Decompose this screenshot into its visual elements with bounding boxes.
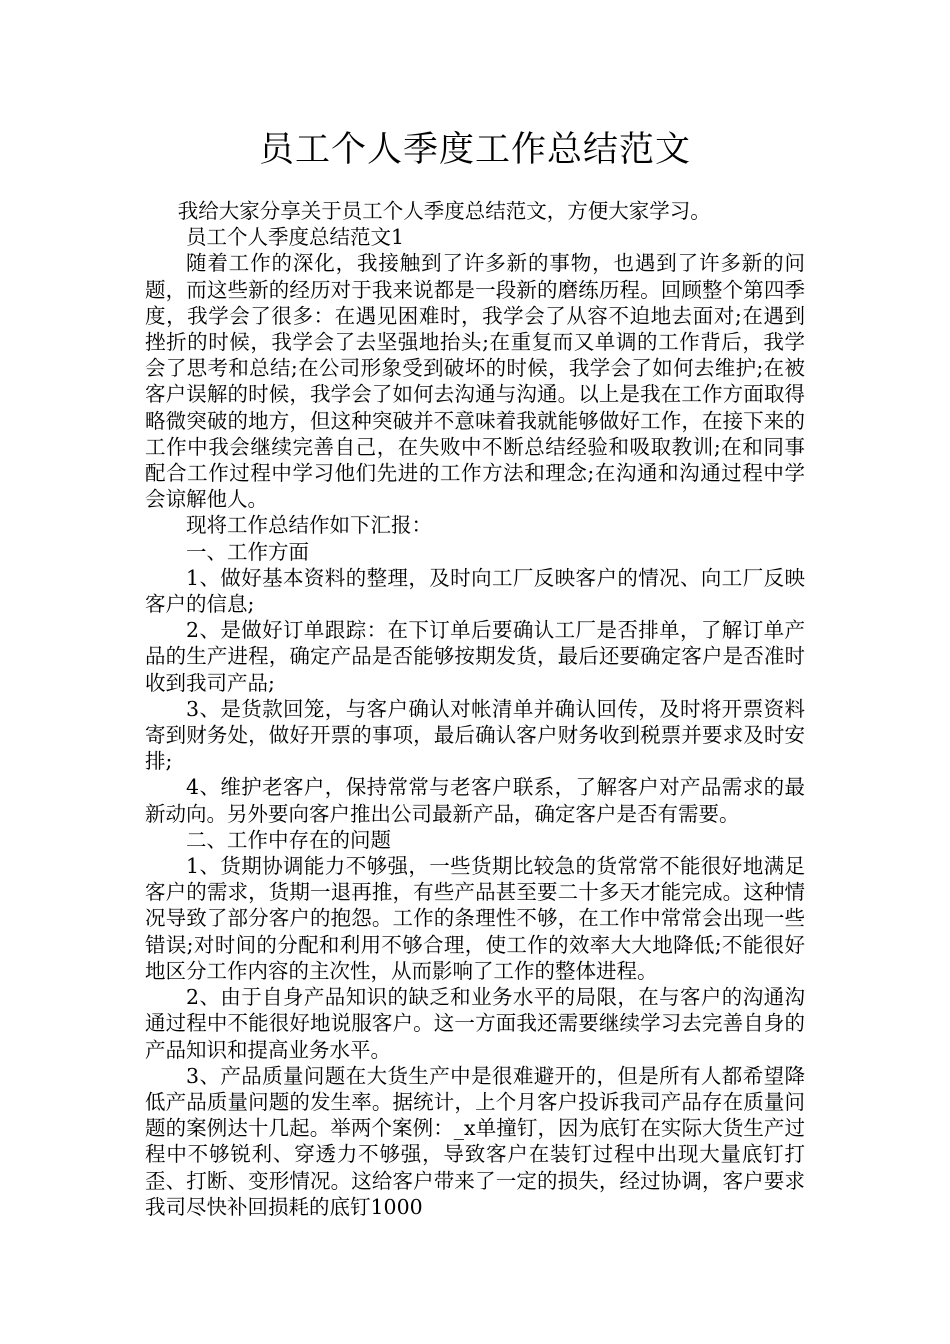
list-item: 2、是做好订单跟踪：在下订单后要确认工厂是否排单，了解订单产品的生产进程，确定产品是否能够按期发货，最后还要确定客户是否准时收到我司产品; [145,618,805,695]
list-item: 2、由于自身产品知识的缺乏和业务水平的局限，在与客户的沟通沟通过程中不能很好地说服客户。这一方面我还需要继续学习去完善自身的产品知识和提高业务水平。 [145,985,805,1062]
document-body [145,198,805,1220]
body-paragraph: 随着工作的深化，我接触到了许多新的事物，也遇到了许多新的问题，而这些新的经历对于我来说都是一段新的磨练历程。回顾整个第四季度，我学会了很多：在遇见困难时，我学会了从容不迫地去面对;在遇到挫折的时候，我学会了去坚强地抬头;在重复而又单调的工作背后，我学会了思考和总结;在公司形象受到破坏的时候，我学会了如何去维护;在被客户误解的时候，我学会了如何去沟通与沟通。以上是我在工作方面取得略微突破的地方，但这种突破并不意味着我就能够做好工作，在接下来的工作中我会继续完善自己，在失败中不断总结经验和吸取教训;在和同事配合工作过程中学习他们先进的工作方法和理念;在沟通和沟通过程中学会谅解他人。 [145,251,805,512]
list-item: 1、做好基本资料的整理，及时向工厂反映客户的情况、向工厂反映客户的信息; [145,565,805,617]
list-item: 1、货期协调能力不够强，一些货期比较急的货常常不能很好地满足客户的需求，货期一退再推，有些产品甚至要二十多天才能完成。这种情况导致了部分客户的抱怨。工作的条理性不够，在工作中常常会出现一些错误;对时间的分配和利用不够合理，使工作的效率大大地降低;不能很好地区分工作内容的主次性，从而影响了工作的整体进程。 [145,854,805,983]
section-heading-work: 一、工作方面 [186,539,309,564]
list-item: 3、产品质量问题在大货生产中是很难避开的，但是所有人都希望降低产品质量问题的发生率。据统计，上个月客户投诉我司产品存在质量问题的案例达十几起。举两个案例：_x单撞钉，因为底钉在实际大货生产过程中不够锐利、穿透力不够强，导致客户在装钉过程中出现大量底钉打歪、打断、变形情况。这给客户带来了一定的损失，经过协调，客户要求我司尽快补回损耗的底钉1000 [145,1063,805,1219]
section-heading-problems: 二、工作中存在的问题 [186,827,391,852]
list-item: 3、是货款回笼，与客户确认对帐清单并确认回传，及时将开票资料寄到财务处，做好开票的事项，最后确认客户财务收到税票并要求及时安排; [145,696,805,774]
body-paragraph: 现将工作总结作如下汇报： [186,513,432,538]
intro-paragraph: 我给大家分享关于员工个人季度总结范文，方便大家学习。 [177,199,711,223]
list-item: 4、维护老客户，保持常常与老客户联系，了解客户对产品需求的最新动向。另外要向客户推出公司最新产品，确定客户是否有需要。 [145,775,805,826]
document-title: 员工个人季度工作总结范文 [258,130,691,170]
section-heading-sample-1: 员工个人季度总结范文1 [186,225,405,250]
